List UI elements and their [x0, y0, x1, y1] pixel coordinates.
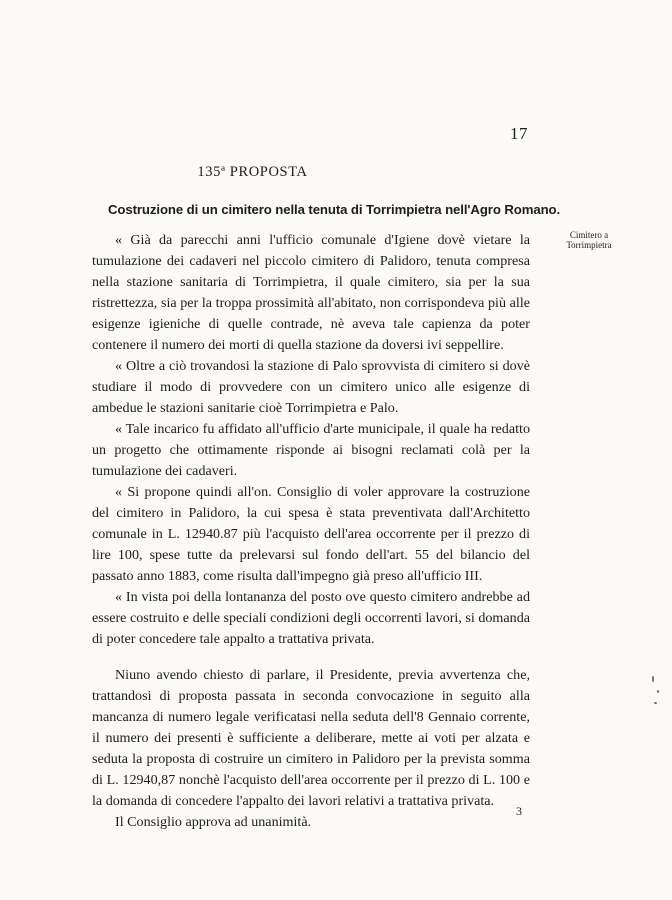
paragraph: Niuno avendo chiesto di parlare, il Presidente, previa avvertenza che, trattandosi di proposta passata in seconda convocazione in seguito alla mancanza di numero legale verificatasi nella seduta dell'8 Gennaio corrente, il numero dei presenti è sufficiente a deliberare, mette ai voti per alzata e seduta la proposta di costruire un cimitero in Palidoro per la prevista somma di L. 12940,87 nonchè l'acquisto dell'area occorrente per il prezzo di L. 100 e la domanda di concedere l'appalto dei lavori relativi a trattativa privata. — [92, 667, 530, 809]
paragraph: Il Consiglio approva ad unanimità. — [115, 814, 312, 830]
paper-speck — [652, 676, 654, 682]
paragraph: « Tale incarico fu affidato all'ufficio d'arte municipale, il quale ha redatto un progetto che ottimamente risponde ai bisogni reclamati colà per la tumulazione dei cadaveri. — [92, 421, 530, 479]
page-number: 17 — [510, 124, 528, 143]
proposal-heading: 135ª PROPOSTA — [197, 164, 308, 180]
paragraph: « Si propone quindi all'on. Consiglio di voler approvare la costruzione del cimitero in Palidoro, la cui spesa è stata preventivata dall'Architetto comunale in L. 12940.87 più l'acquisto dell'area occorrente per il prezzo di lire 100, spese tutte da prelevarsi sul fondo dell'art. 55 del bilancio del passato anno 1883, come risulta dall'impegno già preso all'ufficio III. — [92, 484, 530, 584]
paragraph: « Già da parecchi anni l'ufficio comunale d'Igiene dovè vietare la tumulazione dei cadaveri nel piccolo cimitero di Palidoro, tenuta compresa nella stazione sanitaria di Torrimpietra, il quale cimitero, sia per la sua ristrettezza, sia per la troppa prossimità all'abitato, non corrispondeva più alle esigenze igieniche di quelle contrade, nè aveva tale capienza da poter contenere il numero dei morti di quella stazione da doversi ivi seppellire. — [92, 232, 530, 353]
margin-note: Cimitero a Torrimpietra — [566, 230, 612, 250]
proposal-subtitle: Costruzione di un cimitero nella tenuta di Torrimpietra nell'Agro Romano. — [108, 202, 561, 217]
paragraph: « Oltre a ciò trovandosi la stazione di Palo sprovvista di cimitero si dovè studiare il modo di provvedere con un cimitero unico alle esigenze di ambedue le stazioni sanitarie cioè Torrimpietra e Palo. — [92, 358, 530, 416]
paper-speck — [654, 702, 657, 704]
body-text — [92, 230, 530, 833]
paragraph: « In vista poi della lontananza del posto ove questo cimitero andrebbe ad essere costruito e delle speciali condizioni degli occorrenti lavori, si domanda di poter concedere tale appalto a trattativa privata. — [92, 589, 530, 647]
paper-speck — [657, 690, 659, 693]
footer-number: 3 — [516, 804, 522, 818]
